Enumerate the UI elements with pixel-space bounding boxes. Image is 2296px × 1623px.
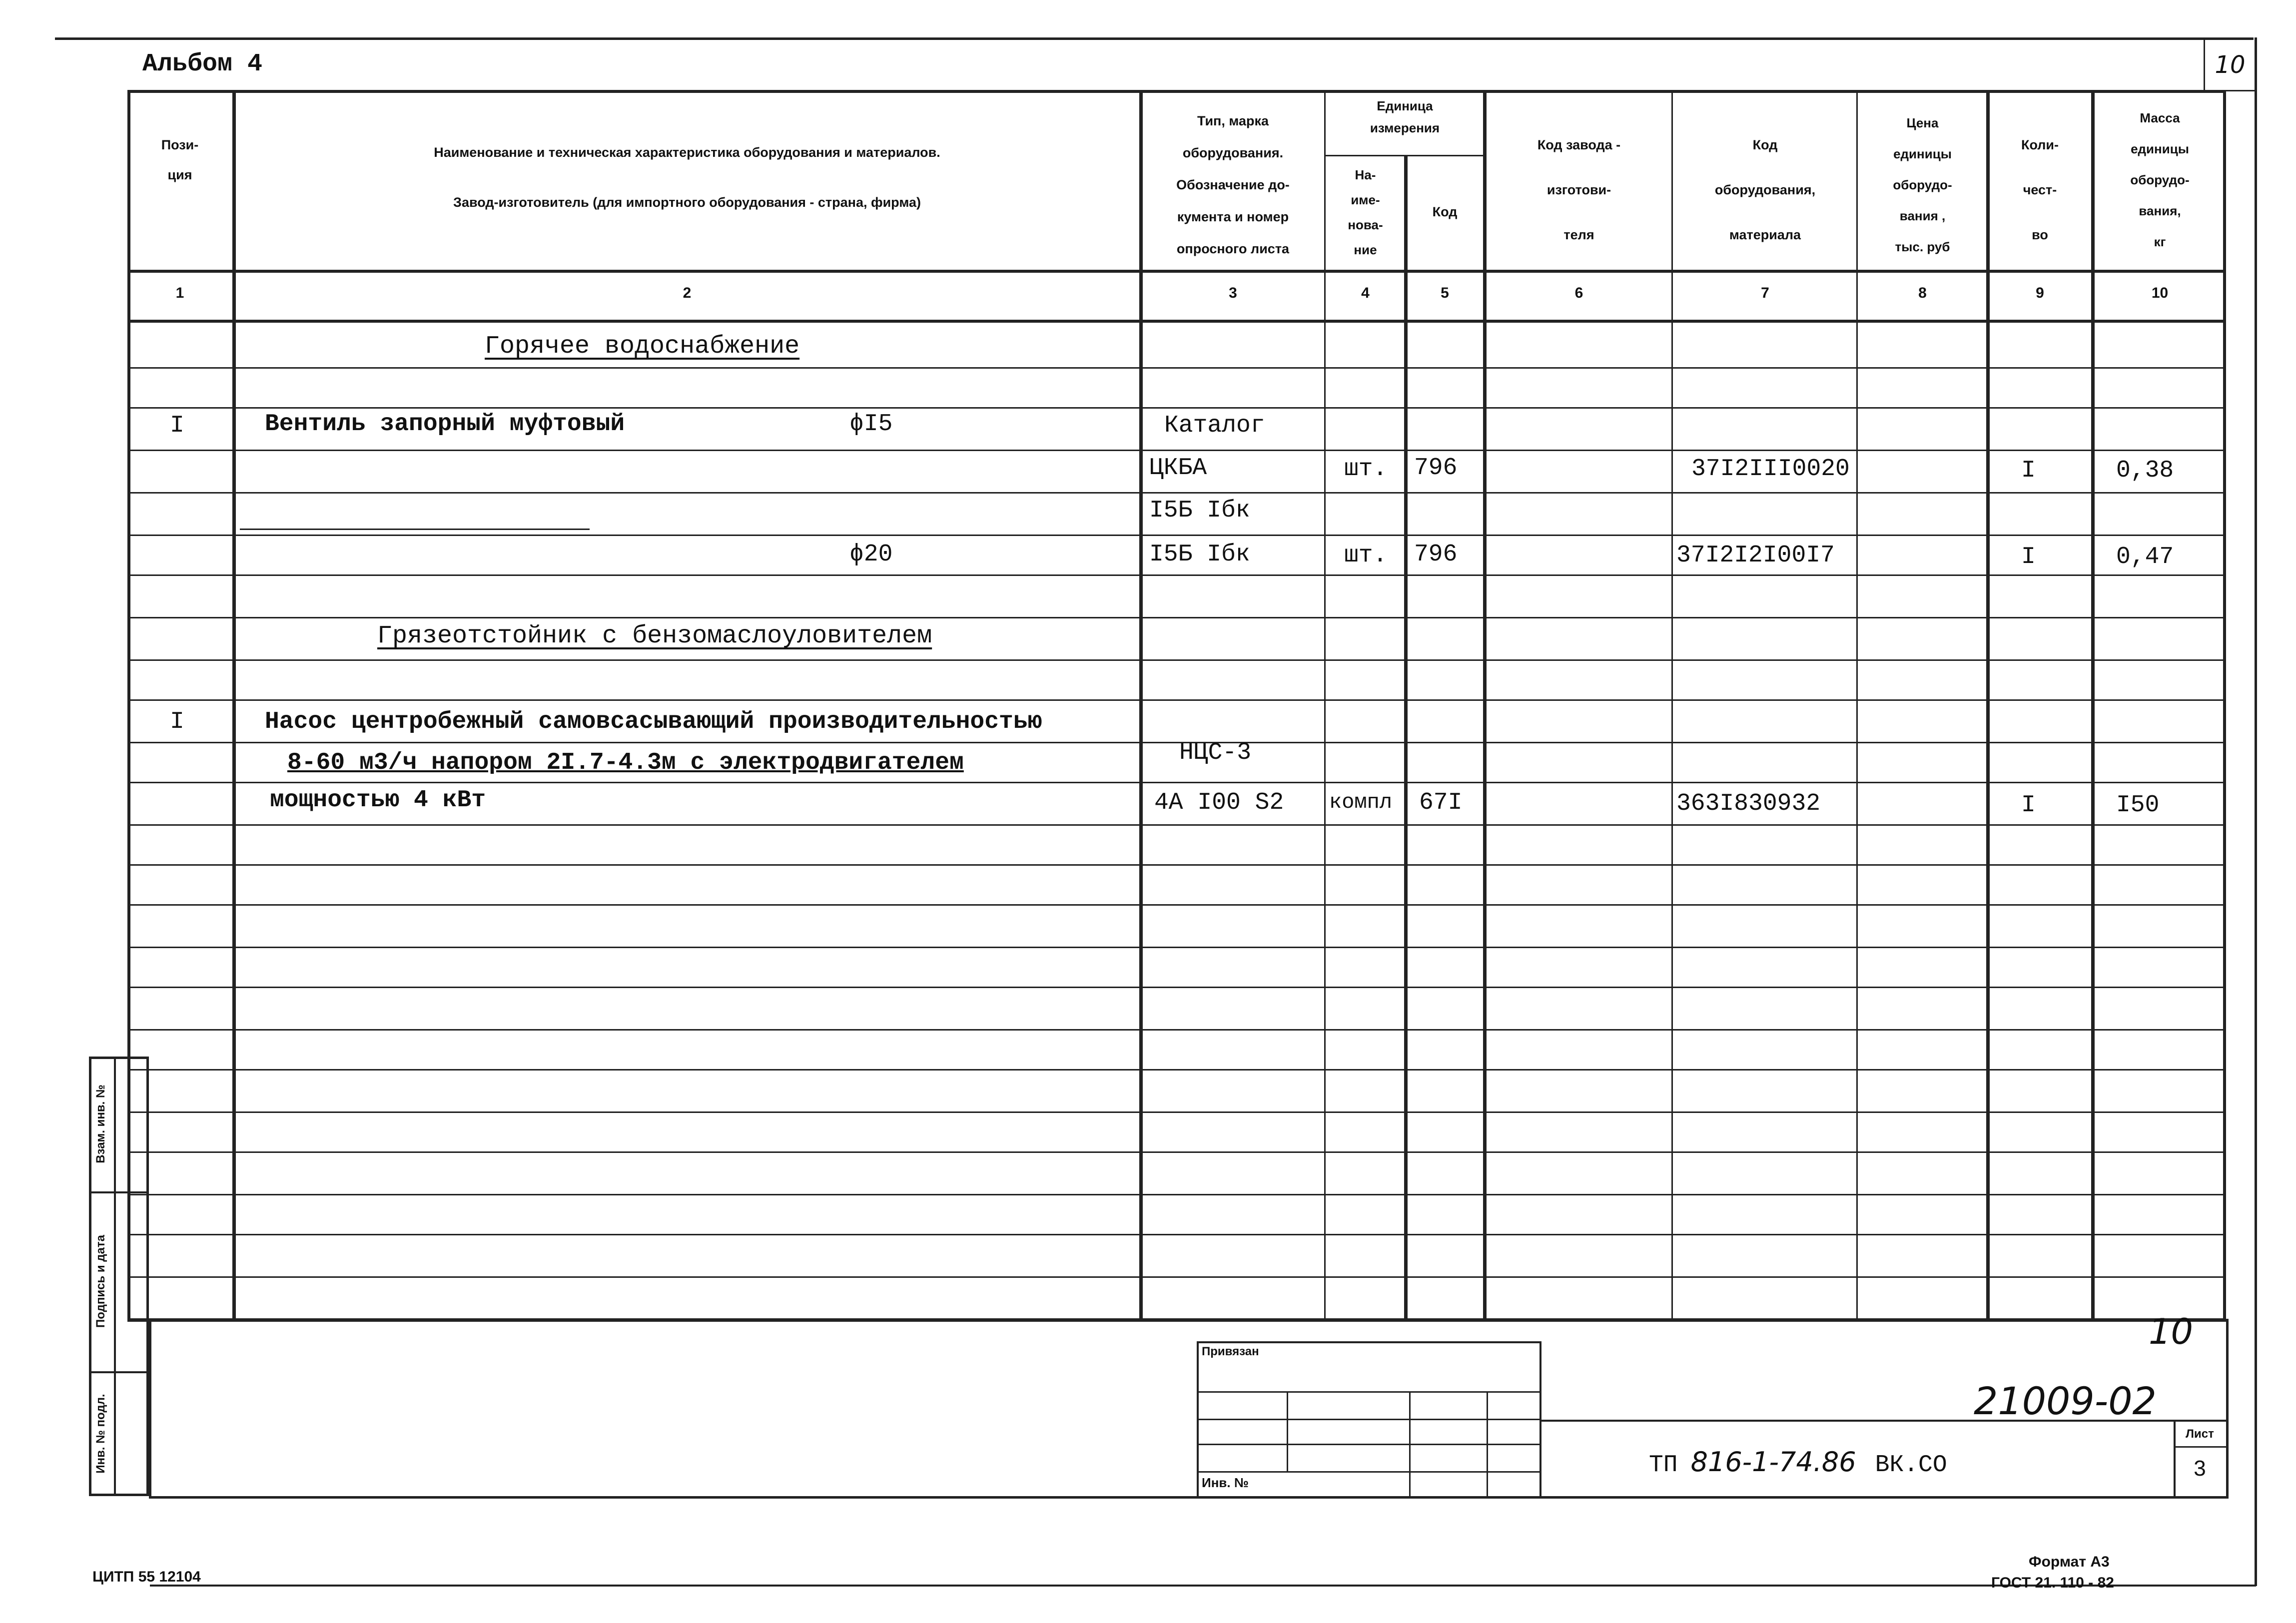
row-line — [127, 1276, 2226, 1278]
valve-catalog: Каталог — [1164, 412, 1265, 439]
footer-format: Формат А3 — [2029, 1554, 2110, 1570]
valve-unit-2: шт. — [1344, 542, 1388, 569]
lower-frame-right — [2226, 1319, 2229, 1499]
colnum-bottom-line — [127, 320, 2226, 323]
list-number: 3 — [2194, 1456, 2206, 1481]
privyazan-col-3 — [1487, 1391, 1488, 1496]
valve-mass-1: 0,38 — [2116, 457, 2174, 484]
column-number: 1 — [175, 285, 184, 301]
column-number: 2 — [683, 285, 692, 301]
column-number: 10 — [2151, 285, 2169, 301]
side-stamp-podpis: Подпись и дата — [94, 1235, 107, 1328]
privyazan-row-4 — [1197, 1471, 1541, 1473]
bottom-border-line — [150, 1585, 2256, 1587]
column-number: 9 — [2036, 285, 2044, 301]
header-position: Пози- ция — [161, 137, 199, 182]
row-line — [127, 535, 2226, 536]
row-line — [127, 782, 2226, 783]
album-label: Альбом 4 — [142, 50, 263, 78]
valve-diameter-15: ϕI5 — [849, 411, 893, 438]
col-divider-8 — [1986, 90, 1990, 1321]
valve-material-code-1: 37I2III0020 — [1691, 456, 1850, 483]
valve-material-code-2: 37I2I2I00I7 — [1676, 542, 1835, 569]
table-bottom-line — [127, 1319, 2226, 1322]
col-divider-1 — [232, 90, 236, 1321]
handwritten-page-number: 10 — [2149, 1311, 2194, 1352]
col-divider-9 — [2091, 90, 2095, 1321]
doc-code-handwritten: 816-1-74.86 — [1690, 1446, 1856, 1478]
valve-type-1: I5Б Iбк — [1149, 497, 1250, 524]
pump-mass: I50 — [2116, 792, 2160, 819]
column-number: 7 — [1761, 285, 1769, 301]
corner-page-box — [2204, 40, 2255, 91]
header-mass: Масса единицы оборудо- вания, кг — [2130, 110, 2190, 249]
valve-separator-stroke — [240, 529, 590, 530]
privyazan-label: Привязан — [1202, 1345, 1259, 1358]
valve-code-2: 796 — [1414, 541, 1458, 568]
doc-code — [1649, 1446, 1947, 1479]
table-frame — [127, 90, 2226, 1321]
pump-type-2: 4А I00 S2 — [1154, 789, 1284, 816]
footer-gost: ГОСТ 21. 110 - 82 — [1991, 1575, 2114, 1591]
list-box-divider — [2174, 1446, 2226, 1448]
valve-name: Вентиль запорный муфтовый — [265, 411, 625, 438]
pump-name-line-3: мощностью 4 кВт — [270, 787, 486, 814]
header-type: Тип, марка оборудования. Обозначение до- кумента и номер опросного листа — [1176, 113, 1290, 256]
col-divider-2 — [1139, 90, 1143, 1321]
row-line — [127, 450, 2226, 451]
right-border-line — [2255, 37, 2257, 1586]
row-line — [127, 492, 2226, 494]
section-mud-trap: Грязеотстойник с бензомаслоуловителем — [377, 622, 932, 650]
header-unit-name: На- име- нова- ние — [1348, 167, 1383, 257]
header-factory-code: Код завода - изготови- теля — [1537, 137, 1621, 242]
row-line — [127, 617, 2226, 618]
header-quantity: Коли- чест- во — [2021, 137, 2059, 242]
privyazan-row-2 — [1197, 1419, 1541, 1420]
row-line — [127, 367, 2226, 369]
section-hot-water: Горячее водоснабжение — [485, 332, 800, 361]
col-divider-4 — [1404, 155, 1408, 1321]
row-line — [127, 1029, 2226, 1031]
row-line — [127, 824, 2226, 826]
pump-name-line-1: Насос центробежный самовсасывающий производительностью — [265, 708, 1042, 735]
header-material-code: Код оборудования, материала — [1714, 137, 1816, 242]
privyazan-row-3 — [1197, 1444, 1541, 1445]
row-line — [127, 947, 2226, 948]
valve-ckba: ЦКБА — [1149, 455, 1207, 482]
row-line — [127, 1069, 2226, 1071]
footer-left-code: ЦИТП 55 12104 — [92, 1569, 201, 1585]
header-bottom-line — [127, 270, 2226, 273]
lower-frame-left — [149, 1319, 151, 1496]
row-line — [127, 1234, 2226, 1235]
valve-mass-2: 0,47 — [2116, 543, 2174, 570]
pump-code: 67I — [1419, 789, 1463, 816]
top-border-line — [55, 37, 2254, 40]
col-divider-5 — [1483, 90, 1487, 1321]
pump-position: I — [170, 708, 184, 735]
row-line — [127, 407, 2226, 409]
corner-page-number: 10 — [2215, 51, 2246, 79]
header-unit-group: Единица измерения — [1370, 98, 1440, 135]
privyazan-col-2 — [1409, 1391, 1411, 1496]
col-divider-6 — [1671, 90, 1673, 1321]
valve-diameter-20: ϕ20 — [849, 541, 893, 568]
inv-no-label: Инв. № — [1202, 1475, 1249, 1490]
pump-quantity: I — [2021, 792, 2036, 819]
header-price: Цена единицы оборудо- вания , тыс. руб — [1893, 115, 1952, 254]
handwritten-project-code: 21009-02 — [1974, 1379, 2157, 1423]
row-line — [127, 659, 2226, 661]
pump-type-1: НЦС-3 — [1179, 739, 1252, 766]
pump-name-line-2: 8-60 м3/ч напором 2I.7-4.3м с электродвигателем — [287, 749, 964, 776]
privyazan-row-1 — [1197, 1391, 1541, 1393]
column-number: 8 — [1918, 285, 1927, 301]
column-number: 3 — [1229, 285, 1237, 301]
row-line — [127, 864, 2226, 866]
row-line — [127, 742, 2226, 743]
column-number: 5 — [1441, 285, 1449, 301]
row-line — [127, 1194, 2226, 1195]
col-divider-7 — [1856, 90, 1858, 1321]
header-name: Наименование и техническая характеристика оборудования и материалов. Завод-изготовитель (для импортного оборудования - страна, фирма) — [434, 145, 940, 210]
row-line — [127, 904, 2226, 906]
pump-unit: компл — [1329, 790, 1393, 814]
valve-unit-1: шт. — [1344, 456, 1388, 483]
valve-quantity-1: I — [2021, 457, 2036, 484]
lower-frame-bottom — [149, 1496, 2228, 1499]
row-line — [127, 987, 2226, 988]
column-number: 4 — [1361, 285, 1370, 301]
col-divider-3 — [1324, 90, 1326, 1321]
valve-quantity-2: I — [2021, 543, 2036, 570]
side-stamp-divider — [114, 1057, 116, 1496]
valve-code-1: 796 — [1414, 455, 1458, 482]
valve-type-2: I5Б Iбк — [1149, 541, 1250, 568]
row-line — [127, 1151, 2226, 1153]
pump-material-code: 363I830932 — [1676, 790, 1821, 817]
side-stamp-vzam: Взам. инв. № — [94, 1084, 107, 1163]
side-stamp-inv-podl: Инв. № подл. — [94, 1394, 107, 1474]
column-number: 6 — [1574, 285, 1583, 301]
doc-code-prefix: ТП — [1649, 1452, 1678, 1479]
unit-subheader-line — [1324, 155, 1483, 156]
doc-code-suffix: ВК.СО — [1875, 1452, 1947, 1479]
list-label: Лист — [2186, 1427, 2214, 1441]
row-line — [127, 1111, 2226, 1113]
row-line — [127, 699, 2226, 701]
side-stamp-row — [89, 1371, 149, 1373]
header-unit-code: Код — [1432, 204, 1458, 219]
row-line — [127, 574, 2226, 576]
valve-position: I — [170, 412, 184, 439]
privyazan-col-1 — [1287, 1391, 1288, 1471]
